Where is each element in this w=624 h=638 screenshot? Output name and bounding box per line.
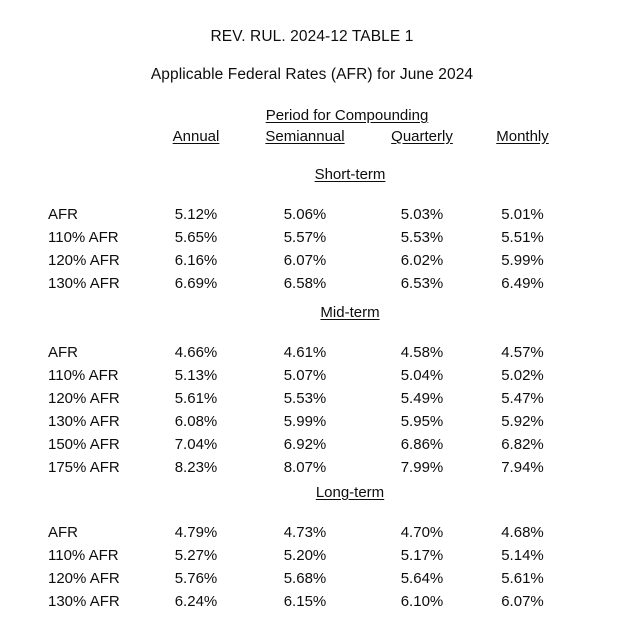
rate-cell: 5.99% [501,252,544,269]
table-row [0,591,624,614]
rate-cell: 5.61% [174,390,218,407]
column-header-monthly [470,128,575,146]
column-header-semiannual [250,128,360,146]
section-title-short-term-label: Short-term [314,166,386,183]
table-row [0,545,624,568]
rate-cell: 6.24% [174,593,218,610]
section-title-long-term [250,484,450,502]
rate-cell: 5.99% [283,413,327,430]
table-row [0,388,624,411]
rate-cell: 5.20% [283,547,327,564]
rate-cell: 5.65% [174,229,218,246]
rate-cell: 6.16% [174,252,218,269]
rate-cell: 5.07% [283,367,327,384]
rate-cell: 5.47% [501,390,544,407]
rate-cell: 5.64% [400,570,444,587]
rate-cell: 7.04% [174,436,218,453]
section-rows-long-term [0,522,624,614]
row-label: AFR [48,206,78,223]
rate-cell: 4.68% [501,524,544,541]
row-label: 110% AFR [48,367,119,384]
table-row [0,365,624,388]
section-rows-short-term [0,204,624,296]
rate-cell: 6.07% [283,252,327,269]
row-label: 110% AFR [48,229,119,246]
rate-cell: 8.07% [283,459,327,476]
rate-cell: 6.86% [400,436,444,453]
rate-cell: 5.04% [400,367,444,384]
rate-cell: 5.17% [400,547,444,564]
rate-cell: 4.61% [283,344,327,361]
rate-cell: 6.07% [501,593,544,610]
rate-cell: 5.57% [283,229,327,246]
rate-cell: 5.01% [501,206,544,223]
rate-cell: 4.73% [283,524,327,541]
table-row [0,457,624,480]
rate-cell: 5.14% [501,547,544,564]
row-label: 110% AFR [48,547,119,564]
section-title-short-term [250,166,450,184]
row-label: 120% AFR [48,252,120,269]
rate-cell: 5.51% [501,229,544,246]
column-header-annual [146,128,246,146]
table-row [0,342,624,365]
row-label: 130% AFR [48,275,120,292]
row-label: 130% AFR [48,413,120,430]
rate-cell: 6.53% [400,275,444,292]
table-row [0,434,624,457]
section-title-mid-term-label: Mid-term [320,304,380,321]
rate-cell: 5.95% [400,413,444,430]
rate-cell: 6.92% [283,436,327,453]
table-row [0,411,624,434]
column-header-annual-label: Annual [172,128,220,145]
rate-cell: 5.92% [501,413,544,430]
rate-cell: 7.99% [400,459,444,476]
rate-cell: 5.61% [501,570,544,587]
rate-cell: 5.12% [174,206,218,223]
row-label: AFR [48,344,78,361]
rate-cell: 6.49% [501,275,544,292]
column-headers [0,128,624,148]
rate-cell: 6.02% [400,252,444,269]
table-row [0,227,624,250]
row-label: 150% AFR [48,436,120,453]
rate-cell: 5.76% [174,570,218,587]
rate-cell: 5.02% [501,367,544,384]
rate-cell: 5.03% [400,206,444,223]
rate-cell: 5.53% [283,390,327,407]
rate-cell: 6.10% [400,593,444,610]
rate-cell: 4.58% [400,344,444,361]
rate-cell: 4.57% [501,344,544,361]
rate-cell: 7.94% [501,459,544,476]
row-label: 120% AFR [48,570,120,587]
column-header-quarterly [367,128,477,146]
rate-cell: 6.69% [174,275,218,292]
section-rows-mid-term [0,342,624,480]
compounding-header [247,107,447,125]
document-title: REV. RUL. 2024-12 TABLE 1 [210,28,414,45]
rate-cell: 5.06% [283,206,327,223]
section-title-mid-term [250,304,450,322]
document-subtitle: Applicable Federal Rates (AFR) for June 2024 [150,66,474,83]
rate-cell: 5.49% [400,390,444,407]
rate-cell: 6.58% [283,275,327,292]
row-label: 130% AFR [48,593,120,610]
table-row [0,522,624,545]
rate-cell: 4.79% [174,524,218,541]
column-header-monthly-label: Monthly [496,128,549,145]
rate-cell: 5.68% [283,570,327,587]
rate-cell: 4.66% [174,344,218,361]
rate-cell: 6.82% [501,436,544,453]
row-label: 175% AFR [48,459,120,476]
column-header-quarterly-label: Quarterly [391,128,453,145]
rate-cell: 6.15% [283,593,327,610]
section-title-long-term-label: Long-term [315,484,385,501]
rate-cell: 6.08% [174,413,218,430]
rate-cell: 5.53% [400,229,444,246]
compounding-header-label: Period for Compounding [265,107,429,124]
row-label: 120% AFR [48,390,120,407]
table-row [0,273,624,296]
rate-cell: 8.23% [174,459,218,476]
table-row [0,250,624,273]
table-row [0,568,624,591]
rate-cell: 5.13% [174,367,218,384]
rate-cell: 4.70% [400,524,444,541]
rate-cell: 5.27% [174,547,218,564]
table-row [0,204,624,227]
row-label: AFR [48,524,78,541]
column-header-semiannual-label: Semiannual [265,128,345,145]
